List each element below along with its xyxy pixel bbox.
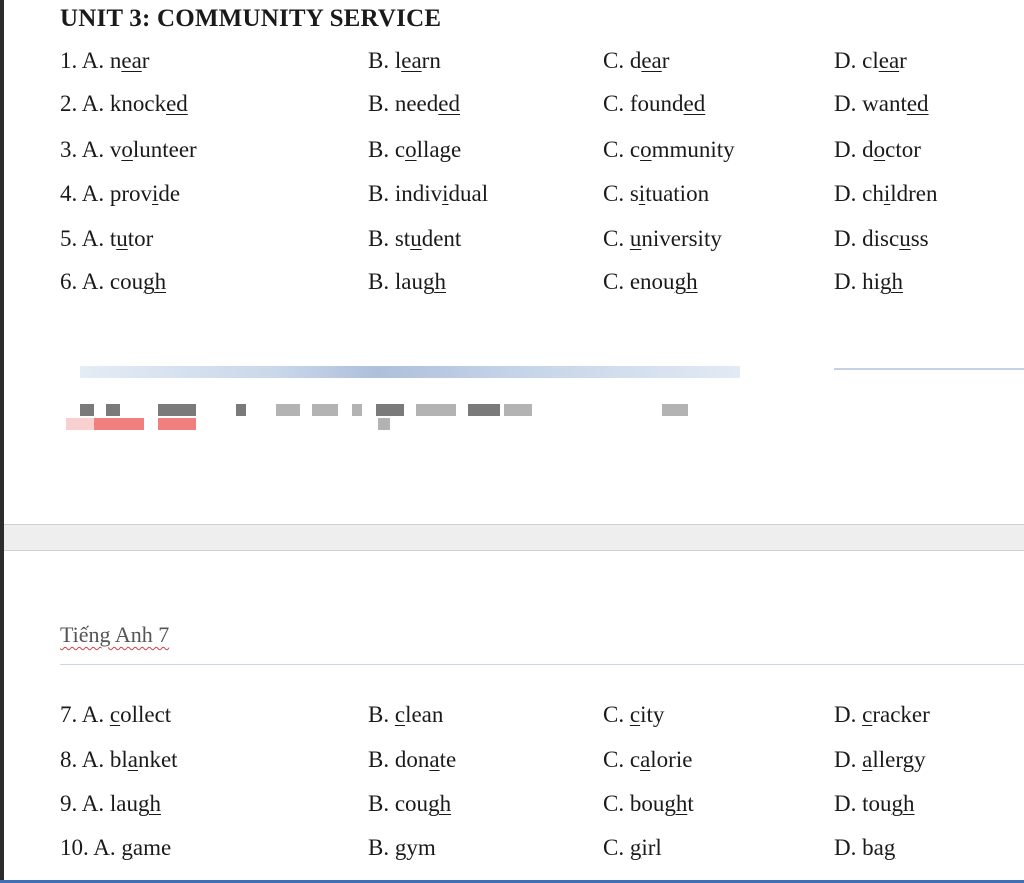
option-letter: A.	[81, 137, 105, 162]
underlined-letters: u	[410, 226, 422, 251]
word-prefix: cou	[394, 791, 429, 816]
option-b	[368, 91, 460, 117]
question-row	[0, 835, 1024, 869]
word-prefix: c	[629, 747, 641, 772]
option-letter: B.	[368, 91, 390, 116]
option-d	[834, 835, 895, 861]
question-row	[0, 747, 1024, 781]
word-prefix: lau	[394, 269, 423, 294]
question-number: 4.	[60, 181, 78, 206]
underlined-letters: ea	[878, 48, 900, 73]
word-suffix: r	[899, 48, 907, 73]
word-prefix: cou	[109, 269, 144, 294]
word-prefix: t	[109, 226, 117, 251]
underlined-letters: gh	[664, 791, 688, 816]
underlined-letters: u	[629, 226, 642, 251]
option-letter: C.	[603, 702, 625, 727]
option-letter: D.	[834, 791, 857, 816]
word-prefix: lau	[109, 791, 138, 816]
word-prefix: bou	[629, 791, 665, 816]
option-c	[603, 747, 692, 773]
option-a	[60, 835, 171, 861]
option-letter: A.	[81, 269, 105, 294]
underlined-letters: i	[152, 181, 159, 206]
underlined-letters: gh	[674, 269, 698, 294]
option-b	[368, 137, 461, 163]
option-letter: B.	[368, 181, 390, 206]
word-prefix: prov	[109, 181, 153, 206]
word-suffix: ity	[640, 702, 665, 727]
option-b	[368, 226, 461, 252]
option-b	[368, 791, 451, 817]
question-number: 7.	[60, 702, 78, 727]
word-prefix: ch	[862, 181, 884, 206]
option-c	[603, 226, 722, 252]
word-suffix: r	[661, 48, 670, 73]
option-a	[60, 91, 188, 117]
option-c	[603, 791, 694, 817]
option-a	[60, 226, 153, 252]
option-d	[834, 269, 903, 295]
option-d	[834, 747, 926, 773]
underlined-letters: c	[109, 702, 121, 727]
option-c	[603, 181, 709, 207]
question-row	[0, 269, 1024, 303]
option-letter: C.	[603, 835, 625, 860]
option-a	[60, 181, 180, 207]
word-prefix: cl	[862, 48, 879, 73]
underlined-letters: g	[883, 835, 896, 860]
unit-title: UNIT 3: COMMUNITY SERVICE	[60, 5, 442, 32]
option-letter: C.	[603, 791, 625, 816]
question-row	[0, 702, 1024, 736]
option-letter: D.	[834, 48, 857, 73]
question-number: 1.	[60, 48, 78, 73]
word-suffix: tuation	[645, 181, 710, 206]
option-letter: B.	[368, 226, 390, 251]
option-letter: C.	[603, 747, 625, 772]
word-suffix: ss	[910, 226, 929, 251]
underlined-letters: a	[127, 747, 138, 772]
option-letter: B.	[368, 269, 390, 294]
divider-line	[834, 368, 1024, 370]
option-letter: D.	[834, 91, 857, 116]
word-suffix: te	[439, 747, 457, 772]
option-d	[834, 181, 938, 207]
word-suffix: ame	[132, 835, 172, 860]
word-prefix: c	[629, 137, 641, 162]
option-b	[368, 747, 456, 773]
underlined-letters: ea	[121, 48, 142, 73]
option-letter: D.	[834, 835, 857, 860]
question-row	[0, 91, 1024, 125]
underlined-letters: ed	[166, 91, 188, 116]
option-d	[834, 137, 921, 163]
underlined-letters: g	[121, 835, 133, 860]
option-a	[60, 747, 178, 773]
word-suffix: llage	[416, 137, 462, 162]
underlined-letters: ea	[401, 48, 422, 73]
option-letter: A.	[93, 835, 116, 860]
option-letter: C.	[603, 226, 625, 251]
underlined-letters: a	[862, 747, 873, 772]
word-suffix: racker	[872, 702, 930, 727]
option-letter: D.	[834, 181, 857, 206]
question-row	[0, 791, 1024, 825]
word-suffix: llergy	[872, 747, 926, 772]
option-letter: C.	[603, 48, 625, 73]
page-header-text: Tiếng Anh 7	[60, 622, 170, 647]
word-prefix: tou	[862, 791, 892, 816]
option-letter: C.	[603, 137, 625, 162]
word-prefix: n	[109, 48, 122, 73]
question-row	[0, 226, 1024, 260]
question-number: 5.	[60, 226, 78, 251]
option-a	[60, 791, 161, 817]
word-suffix: tor	[127, 226, 154, 251]
underlined-letters: g	[629, 835, 642, 860]
word-suffix: lorie	[650, 747, 693, 772]
word-prefix: hi	[862, 269, 881, 294]
word-prefix: knock	[109, 91, 167, 116]
underlined-letters: i	[883, 181, 891, 206]
option-letter: C.	[603, 91, 625, 116]
question-number: 6.	[60, 269, 78, 294]
question-row	[0, 48, 1024, 82]
word-prefix: d	[629, 48, 642, 73]
option-c	[603, 137, 735, 163]
underlined-letters: ed	[438, 91, 460, 116]
word-prefix: ba	[862, 835, 884, 860]
word-prefix: c	[394, 137, 406, 162]
option-c	[603, 835, 662, 861]
option-c	[603, 269, 698, 295]
word-prefix: bl	[109, 747, 128, 772]
option-letter: A.	[81, 791, 105, 816]
option-a	[60, 137, 197, 163]
underlined-letters: i	[638, 181, 646, 206]
option-letter: B.	[368, 835, 390, 860]
option-letter: B.	[368, 48, 390, 73]
question-row	[0, 181, 1024, 215]
option-d	[834, 48, 907, 74]
underlined-letters: o	[121, 137, 133, 162]
option-letter: A.	[81, 747, 105, 772]
word-suffix: lunteer	[132, 137, 197, 162]
underlined-letters: gh	[143, 269, 167, 294]
header-rule	[60, 664, 1024, 665]
option-letter: D.	[834, 226, 857, 251]
word-suffix: irl	[641, 835, 662, 860]
option-d	[834, 91, 929, 117]
underlined-letters: i	[442, 181, 449, 206]
word-prefix: d	[862, 137, 874, 162]
underlined-letters: g	[394, 835, 407, 860]
underlined-letters: o	[873, 137, 886, 162]
word-prefix: v	[109, 137, 122, 162]
option-c	[603, 48, 669, 74]
option-letter: C.	[603, 269, 625, 294]
option-letter: D.	[834, 269, 857, 294]
word-prefix: indiv	[394, 181, 443, 206]
word-prefix: want	[862, 91, 907, 116]
option-letter: B.	[368, 137, 390, 162]
option-letter: C.	[603, 181, 625, 206]
underlined-letters: gh	[137, 791, 161, 816]
word-suffix: mmunity	[651, 137, 735, 162]
option-letter: A.	[81, 48, 105, 73]
word-prefix: l	[394, 48, 402, 73]
option-letter: D.	[834, 702, 857, 727]
word-suffix: niversity	[641, 226, 722, 251]
option-letter: A.	[81, 226, 105, 251]
underlined-letters: o	[405, 137, 417, 162]
word-prefix: enou	[629, 269, 675, 294]
word-suffix: dent	[421, 226, 462, 251]
underlined-letters: u	[899, 226, 911, 251]
option-b	[368, 702, 443, 728]
option-c	[603, 91, 705, 117]
word-suffix: dual	[448, 181, 489, 206]
word-suffix: r	[141, 48, 150, 73]
word-suffix: lean	[405, 702, 444, 727]
option-letter: D.	[834, 137, 857, 162]
underlined-letters: gh	[428, 791, 452, 816]
underlined-letters: c	[862, 702, 873, 727]
word-suffix: de	[158, 181, 181, 206]
question-number: 8.	[60, 747, 78, 772]
underlined-letters: a	[640, 747, 651, 772]
question-number: 3.	[60, 137, 78, 162]
option-b	[368, 181, 488, 207]
word-suffix: ldren	[890, 181, 938, 206]
option-letter: B.	[368, 702, 390, 727]
word-prefix: found	[629, 91, 684, 116]
option-letter: D.	[834, 747, 857, 772]
option-d	[834, 226, 929, 252]
underlined-letters: a	[429, 747, 440, 772]
question-number: 9.	[60, 791, 78, 816]
underlined-letters: gh	[422, 269, 446, 294]
option-b	[368, 835, 436, 861]
word-prefix: s	[629, 181, 639, 206]
underlined-letters: c	[394, 702, 406, 727]
word-prefix: st	[394, 226, 411, 251]
word-suffix: nket	[137, 747, 178, 772]
option-letter: B.	[368, 791, 390, 816]
word-prefix: don	[394, 747, 430, 772]
option-b	[368, 48, 441, 74]
question-row	[0, 137, 1024, 171]
underlined-letters: o	[640, 137, 652, 162]
option-b	[368, 269, 446, 295]
question-number: 2.	[60, 91, 78, 116]
option-letter: A.	[81, 91, 105, 116]
option-d	[834, 791, 915, 817]
question-number: 10.	[60, 835, 89, 860]
word-suffix: t	[687, 791, 694, 816]
page-separator	[0, 524, 1024, 551]
option-a	[60, 702, 171, 728]
underlined-letters: u	[116, 226, 128, 251]
word-prefix: disc	[862, 226, 900, 251]
option-letter: A.	[81, 181, 105, 206]
word-suffix: ctor	[885, 137, 921, 162]
option-a	[60, 269, 166, 295]
option-letter: B.	[368, 747, 390, 772]
underlined-letters: ed	[906, 91, 929, 116]
underlined-letters: gh	[880, 269, 904, 294]
underlined-letters: ea	[641, 48, 662, 73]
option-d	[834, 702, 930, 728]
word-prefix: need	[394, 91, 439, 116]
word-suffix: ym	[406, 835, 436, 860]
underlined-letters: gh	[891, 791, 915, 816]
underlined-letters: c	[629, 702, 641, 727]
option-letter: A.	[81, 702, 105, 727]
option-c	[603, 702, 664, 728]
underlined-letters: ed	[683, 91, 706, 116]
option-a	[60, 48, 149, 74]
word-suffix: ollect	[120, 702, 172, 727]
word-suffix: rn	[421, 48, 441, 73]
